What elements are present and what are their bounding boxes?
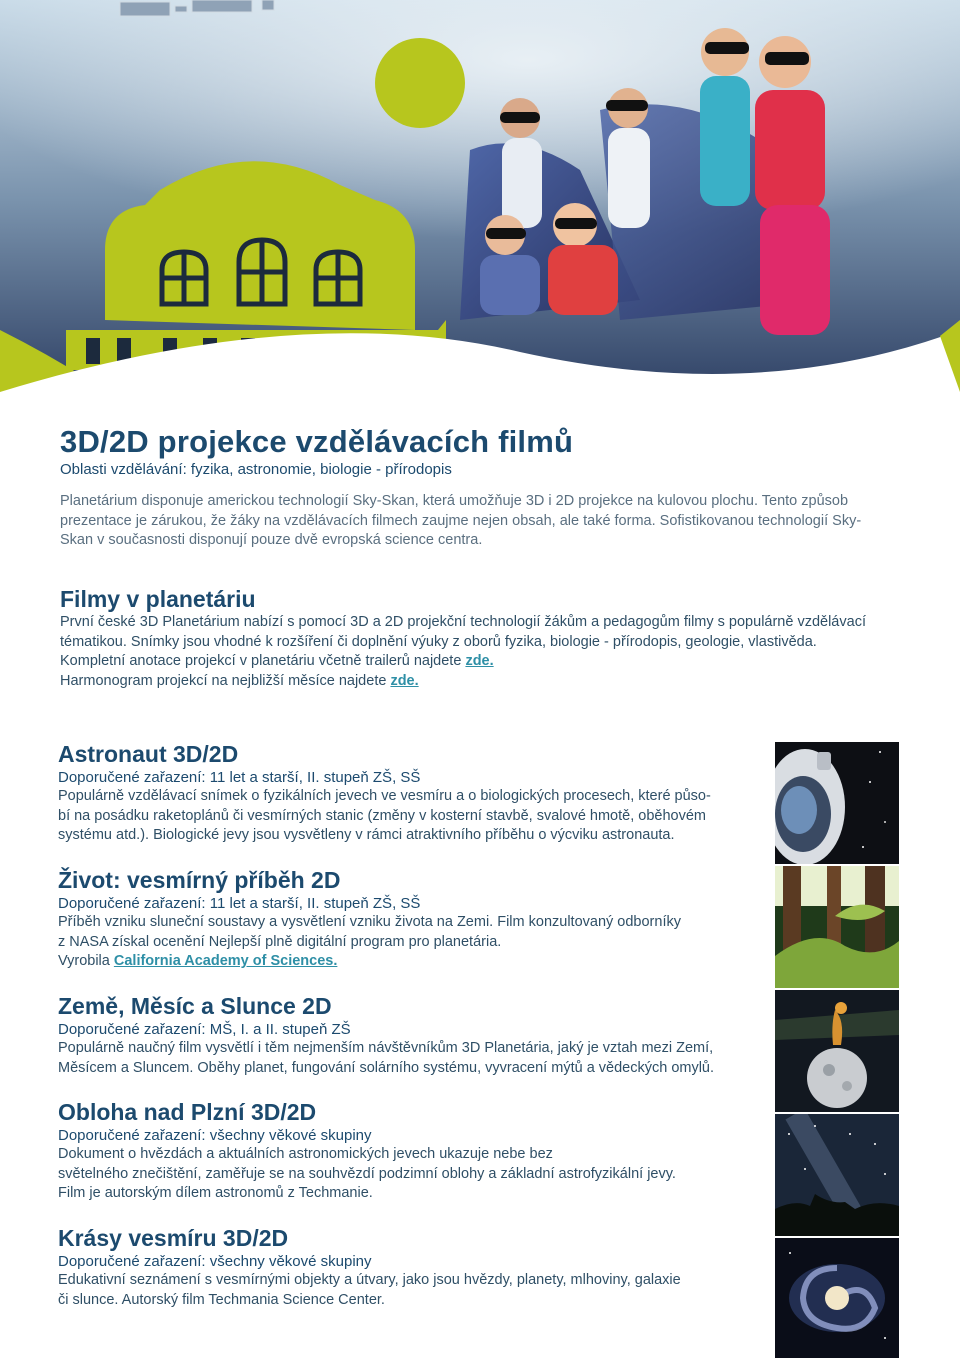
film-line: Populárně naučný film vysvětlí i těm nejmenším návštěvníkům 3D Planetária, jaký je vztah mezi Zemí, [58,1040,714,1056]
film-line: bí na posádku raketoplánů či vesmírných stanic (změny v kosterní stavbě, svalové hmotě, oběhovém [58,807,706,824]
film-line: z NASA získal ocenění Nejlepší plně digitální program pro planetária. [58,933,502,950]
forest-image [775,866,899,988]
film-line: světelného znečištění, zaměřuje se na souhvězdí podzimní oblohy a základní astrofyzikální jevy. [58,1165,676,1182]
film-zivot [58,866,758,972]
hero-illustration [0,0,960,400]
astronaut-image [775,742,899,864]
thumb-galaxy [775,1238,899,1360]
galaxy-image [775,1238,899,1358]
thumb-moon [775,990,899,1112]
film-recommendation: Doporučené zařazení: 11 let a starší, II. stupeň ZŠ, SŠ [58,769,421,786]
films-section-title: Filmy v planetáriu [60,586,256,612]
film-recommendation: Doporučené zařazení: MŠ, I. a II. stupeň ZŠ [58,1021,351,1038]
thumb-forest [775,866,899,988]
film-line: Měsícem a Sluncem. Oběhy planet, fungování solárního systému, vyvracení mýtů a vědeckých omylů. [58,1059,715,1076]
schedule-line [60,672,920,692]
film-obloha-nad-plzni [58,1098,758,1204]
film-astronaut [58,740,758,846]
film-line: Dokument o hvězdách a aktuálních astronomických jevech ukazuje nebe bez [58,1146,553,1162]
green-circle-decoration [375,38,465,128]
intro-text: Planetárium disponuje americkou technologií Sky-Skan, která umožňuje 3D i 2D projekce na kulovou plochu. Tento způsob prezentace je zárukou, že žáky na vzdělávacích filmech zaujme nejen obsah, ale také forma. Sofistikovanou technologií Sky-Skan v současnosti disponují pouze dvě evropská science centra. [60,493,862,548]
thumb-astronaut [775,742,899,864]
film-line: Příběh vzniku sluneční soustavy a vysvětlení vzniku života na Zemi. Film konzultovaný odborníky [58,914,681,930]
film-title: Život: vesmírný příběh 2D [58,867,341,893]
films-section [60,585,920,691]
film-recommendation: Doporučené zařazení: 11 let a starší, II. stupeň ZŠ, SŠ [58,895,421,912]
page-title: 3D/2D projekce vzdělávacích filmů [60,424,574,459]
schedule-link[interactable]: zde. [390,672,419,689]
film-thumbnails [775,742,899,1358]
film-zeme-mesic-slunce [58,992,758,1078]
hero-banner [0,0,960,400]
film-line: či slunce. Autorský film Techmania Science Center. [58,1291,385,1308]
education-areas: Oblasti vzdělávání: fyzika, astronomie, biologie - přírodopis [60,461,452,478]
film-recommendation: Doporučené zařazení: všechny věkové skupiny [58,1253,372,1270]
producer-link[interactable]: California Academy of Sciences. [113,953,338,969]
film-line: systému atd.). Biologické jevy jsou vysvětleny v rámci atraktivního příběhu o výcviku astronauta. [58,827,675,843]
annotation-text: Kompletní anotace projekcí v planetáriu včetně trailerů najdete [60,653,466,669]
film-title: Země, Měsíc a Slunce 2D [58,993,332,1019]
film-title: Obloha nad Plzní 3D/2D [58,1099,317,1125]
film-title: Astronaut 3D/2D [58,741,239,767]
moon-image [775,990,899,1112]
annotation-line [60,652,920,672]
schedule-text: Harmonogram projekcí na nejbližší měsíce najdete [60,672,391,689]
film-line: Film je autorským dílem astronomů z Techmanie. [58,1185,373,1201]
film-recommendation: Doporučené zařazení: všechny věkové skupiny [58,1127,372,1144]
night-sky-image [775,1114,899,1236]
producer-line [58,952,758,972]
producer-text: Vyrobila [58,953,114,969]
film-title: Krásy vesmíru 3D/2D [58,1225,289,1251]
intro-section [60,424,920,551]
film-line: Edukativní seznámení s vesmírnými objekty a útvary, jako jsou hvězdy, planety, mlhoviny, galaxie [58,1272,681,1288]
annotation-link[interactable]: zde. [465,653,494,669]
films-section-text: První české 3D Planetárium nabízí s pomocí 3D a 2D projekční technologií žákům a pedagogům filmy s populárně vzdělávací tématikou. Snímky jsou vhodné k rozšíření či doplnění výuky z oborů fyzika, biologie - přírodopis, geologie, vlastivěda. [60,614,866,650]
thumb-night-sky [775,1114,899,1236]
film-line: Populárně vzdělávací snímek o fyzikálních jevech ve vesmíru a o biologických procesech, které půso- [58,788,711,804]
film-krasy-vesmiru [58,1224,758,1310]
